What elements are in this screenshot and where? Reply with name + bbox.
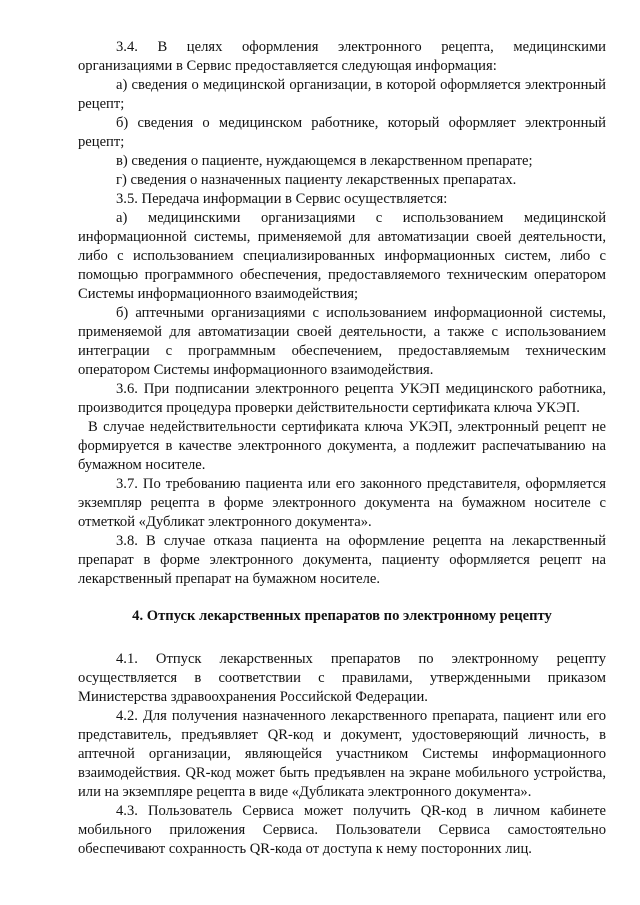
paragraph-3-4: 3.4. В целях оформления электронного рецепта, медицинскими организациями в Сервис предоставляется следующая информация: bbox=[78, 39, 606, 74]
paragraph-3-5-a: а) медицинскими организациями с использованием медицинской информационной системы, применяемой для автоматизации своей деятельности, либо с использованием специализированных информационных систем, либо с помощью программного обеспечения, предоставляемого техническим оператором Системы информационного взаимодействия; bbox=[78, 210, 606, 302]
paragraph-3-4-v: в) сведения о пациенте, нуждающемся в лекарственном препарате; bbox=[116, 153, 533, 169]
paragraph-3-5: 3.5. Передача информации в Сервис осуществляется: bbox=[116, 191, 448, 207]
paragraph-3-4-a: а) сведения о медицинской организации, в которой оформляется электронный рецепт; bbox=[78, 77, 606, 112]
paragraph-4-1: 4.1. Отпуск лекарственных препаратов по электронному рецепту осуществляется в соответствии с правилами, утвержденными приказом Министерства здравоохранения Российской Федерации. bbox=[78, 651, 606, 705]
paragraph-3-6-note: В случае недействительности сертификата ключа УКЭП, электронный рецепт не формируется в качестве электронного документа, а подлежит распечатыванию на бумажном носителе. bbox=[78, 419, 606, 473]
paragraph-3-8: 3.8. В случае отказа пациента на оформление рецепта на лекарственный препарат в форме электронного документа, пациенту оформляется рецепт на лекарственный препарат на бумажном носителе. bbox=[78, 533, 606, 587]
paragraph-3-4-g: г) сведения о назначенных пациенту лекарственных препаратах. bbox=[116, 172, 517, 188]
paragraph-3-6: 3.6. При подписании электронного рецепта УКЭП медицинского работника, производится процедура проверки действительности сертификата ключа УКЭП. bbox=[78, 381, 606, 416]
paragraph-4-3: 4.3. Пользователь Сервиса может получить QR-код в личном кабинете мобильного приложения Сервиса. Пользователи Сервиса самостоятельно обеспечивают сохранность QR-кода от доступа к нему посторонних лиц. bbox=[78, 803, 606, 857]
section-4-heading: 4. Отпуск лекарственных препаратов по электронному рецепту bbox=[132, 608, 552, 624]
paragraph-4-2: 4.2. Для получения назначенного лекарственного препарата, пациент или его представитель, предъявляет QR-код и документ, удостоверяющий личность, в аптечной организации, являющейся участником Системы информационного взаимодействия. QR-код может быть предъявлен на экране мобильного устройства, или на экземпляре рецепта в виде «Дубликата электронного документа». bbox=[78, 708, 606, 800]
paragraph-3-4-b: б) сведения о медицинском работнике, который оформляет электронный рецепт; bbox=[78, 115, 606, 150]
paragraph-3-5-b: б) аптечными организациями с использованием информационной системы, применяемой для автоматизации своей деятельности, а также с использованием интеграции с программным обеспечением, предоставляемым техническим оператором Системы информационного взаимодействия. bbox=[78, 305, 606, 378]
paragraph-3-7: 3.7. По требованию пациента или его законного представителя, оформляется экземпляр рецепта в форме электронного документа на бумажном носителе с отметкой «Дубликат электронного документа». bbox=[78, 476, 606, 530]
